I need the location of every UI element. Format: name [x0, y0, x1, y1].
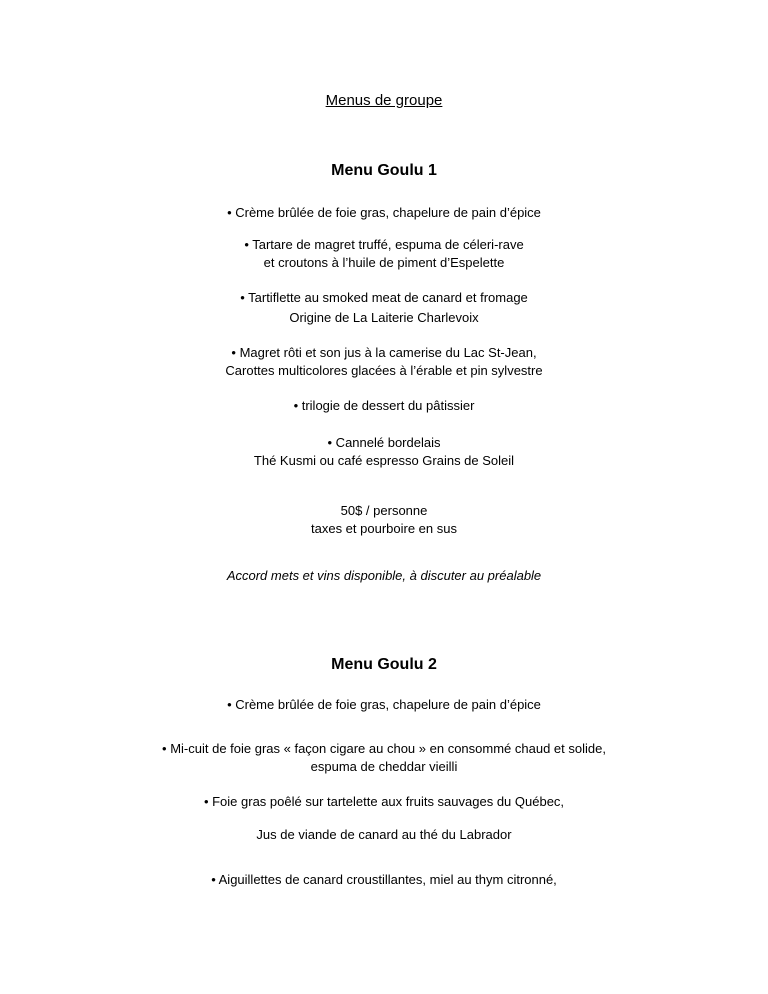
- menu-2-item-3: • Foie gras poêlé sur tartelette aux fruits sauvages du Québec,: [203, 794, 565, 809]
- menu-1-item-2-detail: et croutons à l’huile de piment d’Espelette: [263, 255, 505, 270]
- menu-2-item-2-detail: espuma de cheddar vieilli: [310, 759, 458, 774]
- menu-2-item-4: • Aiguillettes de canard croustillantes, miel au thym citronné,: [211, 872, 557, 887]
- menu-1-item-3-detail: Origine de La Laiterie Charlevoix: [289, 310, 479, 325]
- menu-1-item-4: • Magret rôti et son jus à la camerise du Lac St-Jean,: [231, 345, 537, 360]
- menu-1-item-3: • Tartiflette au smoked meat de canard et fromage: [240, 290, 528, 305]
- menu-1-item-6-detail: Thé Kusmi ou café espresso Grains de Soleil: [253, 453, 515, 468]
- menu-2-item-2: • Mi-cuit de foie gras « façon cigare au chou » en consommé chaud et solide,: [162, 741, 606, 756]
- menu-1-taxes: taxes et pourboire en sus: [311, 521, 457, 536]
- menu-1-item-4-detail: Carottes multicolores glacées à l’érable et pin sylvestre: [225, 363, 543, 378]
- menu-1-item-2: • Tartare de magret truffé, espuma de céleri-rave: [244, 237, 524, 252]
- document-title: Menus de groupe: [325, 92, 443, 109]
- menu-1-price: 50$ / personne: [340, 503, 428, 518]
- menu-2-title: Menu Goulu 2: [331, 656, 437, 673]
- menu-2-item-3-detail: Jus de viande de canard au thé du Labrador: [256, 827, 512, 842]
- menu-1-wine-note: Accord mets et vins disponible, à discuter au préalable: [226, 568, 542, 583]
- menu-1-title: Menu Goulu 1: [331, 162, 437, 179]
- menu-1-item-5: • trilogie de dessert du pâtissier: [293, 398, 475, 413]
- menu-1-item-1: • Crème brûlée de foie gras, chapelure de pain d’épice: [227, 205, 541, 220]
- menu-1-item-6: • Cannelé bordelais: [327, 435, 441, 450]
- menu-2-item-1: • Crème brûlée de foie gras, chapelure de pain d’épice: [227, 697, 541, 712]
